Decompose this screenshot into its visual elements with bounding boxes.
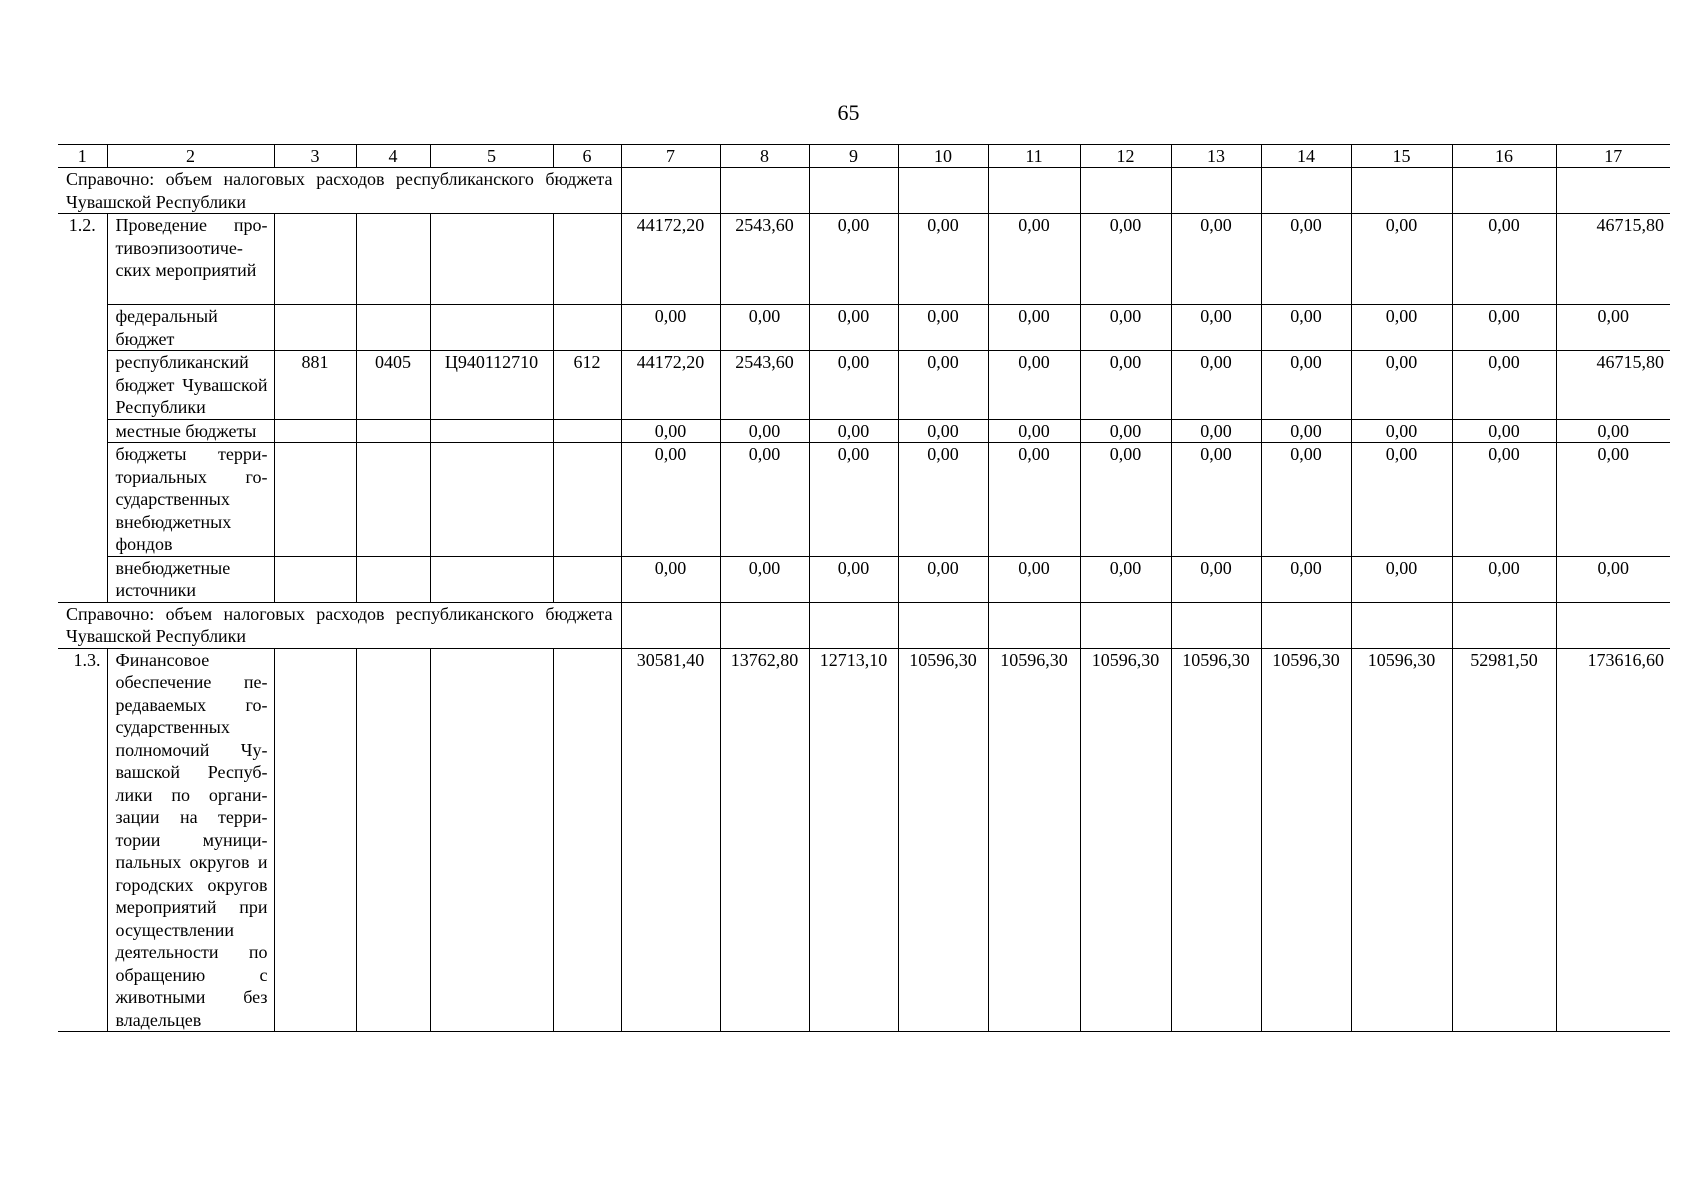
value-cell: 0,00	[1080, 443, 1171, 557]
column-number: 4	[356, 145, 430, 168]
column-number: 16	[1452, 145, 1556, 168]
value-cell: 0,00	[898, 419, 988, 443]
value-cell: 10596,30	[1351, 648, 1452, 1032]
value-cell: 0,00	[1452, 443, 1556, 557]
value-cell: 0,00	[1261, 443, 1351, 557]
value-cell: 0,00	[720, 556, 809, 602]
value-cell: 0,00	[1261, 419, 1351, 443]
column-number: 13	[1171, 145, 1261, 168]
value-cell: 0,00	[988, 556, 1080, 602]
value-cell: 0,00	[1080, 556, 1171, 602]
budget-table	[58, 144, 1670, 1032]
column-number: 5	[430, 145, 553, 168]
value-cell: 0,00	[720, 305, 809, 351]
value-cell: 0,00	[1171, 443, 1261, 557]
value-cell: 0,00	[898, 305, 988, 351]
table-row	[58, 214, 1670, 305]
value-cell: 0,00	[1452, 305, 1556, 351]
value-cell: 0,00	[898, 443, 988, 557]
column-number-row	[58, 145, 1670, 168]
value-cell: 0,00	[1171, 214, 1261, 305]
value-cell: 0,00	[621, 419, 720, 443]
value-cell: 0,00	[1452, 214, 1556, 305]
value-cell: 0,00	[898, 214, 988, 305]
code-cell: 0405	[356, 351, 430, 420]
value-cell: 0,00	[1261, 305, 1351, 351]
value-cell: 46715,80	[1556, 214, 1670, 305]
table-row	[58, 443, 1670, 557]
reference-text: Справочно: объем налоговых расходов республиканского бюджета Чувашской Республики	[58, 168, 621, 214]
value-cell: 0,00	[809, 351, 898, 420]
column-number: 8	[720, 145, 809, 168]
column-number: 15	[1351, 145, 1452, 168]
value-cell: 0,00	[1080, 305, 1171, 351]
section-title: Проведение противоэпизоотических мероприятий	[107, 214, 274, 305]
value-cell: 0,00	[1452, 556, 1556, 602]
value-cell: 0,00	[1556, 419, 1670, 443]
table-row	[58, 648, 1670, 1032]
column-number: 9	[809, 145, 898, 168]
section-number: 1.3.	[58, 648, 107, 1032]
value-cell: 44172,20	[621, 351, 720, 420]
value-cell: 173616,60	[1556, 648, 1670, 1032]
value-cell: 0,00	[720, 443, 809, 557]
value-cell: 0,00	[809, 214, 898, 305]
value-cell: 0,00	[988, 305, 1080, 351]
value-cell: 0,00	[621, 556, 720, 602]
reference-row	[58, 168, 1670, 214]
value-cell: 0,00	[1556, 556, 1670, 602]
value-cell: 0,00	[809, 305, 898, 351]
code-cell: 881	[274, 351, 356, 420]
table-row	[58, 419, 1670, 443]
value-cell: 0,00	[898, 556, 988, 602]
value-cell: 13762,80	[720, 648, 809, 1032]
value-cell: 0,00	[988, 419, 1080, 443]
column-number: 3	[274, 145, 356, 168]
value-cell: 12713,10	[809, 648, 898, 1032]
value-cell: 0,00	[898, 351, 988, 420]
value-cell: 10596,30	[1171, 648, 1261, 1032]
column-number: 17	[1556, 145, 1670, 168]
section-number: 1.2.	[58, 214, 107, 603]
value-cell: 0,00	[809, 419, 898, 443]
value-cell: 0,00	[1351, 214, 1452, 305]
value-cell: 0,00	[621, 305, 720, 351]
value-cell: 0,00	[988, 443, 1080, 557]
value-cell: 2543,60	[720, 351, 809, 420]
column-number: 11	[988, 145, 1080, 168]
value-cell: 0,00	[621, 443, 720, 557]
value-cell: 0,00	[1556, 443, 1670, 557]
value-cell: 10596,30	[1080, 648, 1171, 1032]
column-number: 6	[553, 145, 621, 168]
column-number: 1	[58, 145, 107, 168]
column-number: 7	[621, 145, 720, 168]
value-cell: 0,00	[1171, 556, 1261, 602]
table-row	[58, 556, 1670, 602]
value-cell: 0,00	[988, 214, 1080, 305]
source-label: бюджеты территориальных государственных внебюджетных фондов	[107, 443, 274, 557]
source-label: федеральный бюджет	[107, 305, 274, 351]
value-cell: 0,00	[1171, 351, 1261, 420]
table-row	[58, 351, 1670, 420]
code-cell: Ц940112710	[430, 351, 553, 420]
column-number: 2	[107, 145, 274, 168]
value-cell: 0,00	[1261, 351, 1351, 420]
value-cell: 0,00	[1351, 419, 1452, 443]
value-cell: 0,00	[809, 443, 898, 557]
value-cell: 2543,60	[720, 214, 809, 305]
column-number: 14	[1261, 145, 1351, 168]
source-label: республиканский бюджет Чувашской Республики	[107, 351, 274, 420]
table-row	[58, 305, 1670, 351]
value-cell: 0,00	[809, 556, 898, 602]
value-cell: 0,00	[720, 419, 809, 443]
column-number: 12	[1080, 145, 1171, 168]
value-cell: 0,00	[1261, 214, 1351, 305]
value-cell: 0,00	[988, 351, 1080, 420]
value-cell: 0,00	[1171, 419, 1261, 443]
value-cell: 0,00	[1261, 556, 1351, 602]
value-cell: 0,00	[1452, 351, 1556, 420]
value-cell: 30581,40	[621, 648, 720, 1032]
value-cell: 52981,50	[1452, 648, 1556, 1032]
value-cell: 0,00	[1351, 443, 1452, 557]
page-number: 65	[837, 100, 860, 125]
reference-row	[58, 602, 1670, 648]
value-cell: 0,00	[1351, 305, 1452, 351]
value-cell: 10596,30	[1261, 648, 1351, 1032]
value-cell: 0,00	[1080, 419, 1171, 443]
value-cell: 0,00	[1556, 305, 1670, 351]
value-cell: 0,00	[1452, 419, 1556, 443]
source-label: внебюджетные источники	[107, 556, 274, 602]
source-label: местные бюджеты	[107, 419, 274, 443]
column-number: 10	[898, 145, 988, 168]
value-cell: 0,00	[1080, 214, 1171, 305]
value-cell: 44172,20	[621, 214, 720, 305]
reference-text: Справочно: объем налоговых расходов республиканского бюджета Чувашской Республики	[58, 602, 621, 648]
value-cell: 0,00	[1080, 351, 1171, 420]
section-title: Финансовое обеспечение передаваемых государственных полномочий Чувашской Республики по организации на территории муниципальных округов и городских округов мероприятий при осуществлении деятельности по обращению с животными без владельцев	[107, 648, 274, 1032]
value-cell: 0,00	[1351, 351, 1452, 420]
value-cell: 46715,80	[1556, 351, 1670, 420]
value-cell: 0,00	[1171, 305, 1261, 351]
value-cell: 10596,30	[898, 648, 988, 1032]
value-cell: 0,00	[1351, 556, 1452, 602]
code-cell: 612	[553, 351, 621, 420]
value-cell: 10596,30	[988, 648, 1080, 1032]
